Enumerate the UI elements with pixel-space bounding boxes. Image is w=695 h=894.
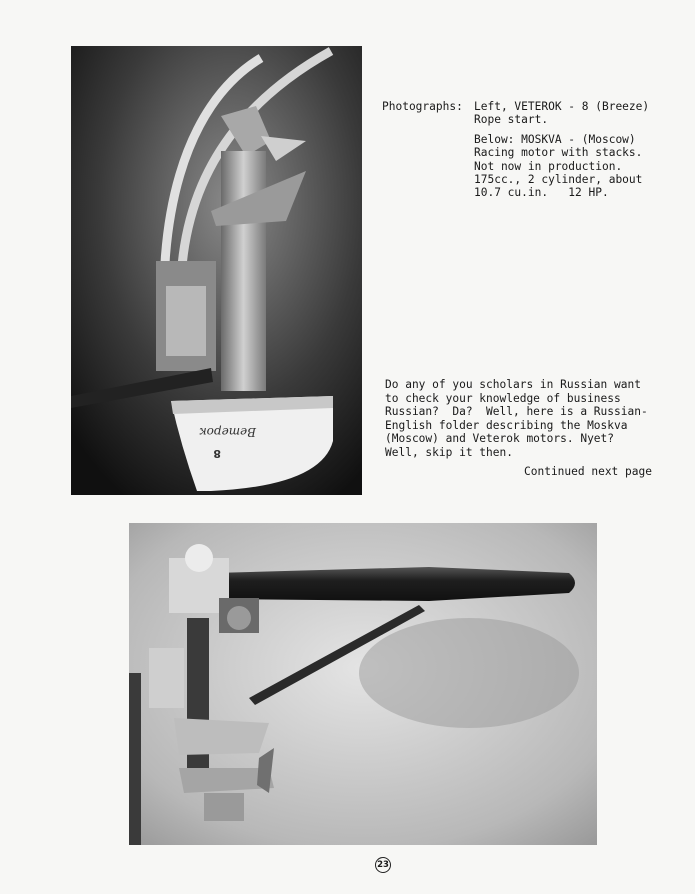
caption-line: Not now in production. [474, 159, 623, 173]
veterok-photo [71, 46, 362, 495]
paragraph-line: Do any of you scholars in Russian want [385, 378, 641, 391]
paragraph-line: to check your knowledge of business [385, 391, 621, 405]
caption-line: 10.7 cu.in. 12 HP. [474, 186, 609, 200]
paragraph-line: Well, skip it then. [385, 445, 513, 459]
caption-block [474, 133, 682, 200]
paragraph-line: Russian? Da? Well, here is a Russian- [385, 405, 648, 419]
photo-caption [382, 100, 682, 200]
paragraph-line: (Moscow) and Veterok motors. Nyet? [385, 432, 615, 446]
caption-line: Rope start. [474, 113, 549, 127]
engine-lettering: Ветерок [199, 425, 256, 439]
page-number: 23 [375, 857, 391, 873]
caption-label: Photographs: [382, 100, 463, 113]
caption-line: Racing motor with stacks. [474, 146, 643, 160]
caption-line: 175cc., 2 cylinder, about [474, 173, 643, 187]
paragraph-line: English folder describing the Moskva [385, 418, 628, 432]
caption-block [474, 100, 682, 127]
moskva-photo [129, 523, 597, 845]
body-paragraph [385, 378, 675, 460]
caption-line: Below: MOSKVA - (Moscow) [474, 132, 636, 146]
caption-line: Left, VETEROK - 8 (Breeze) [474, 100, 650, 113]
continued-note: Continued next page [524, 465, 652, 478]
model-mark: 8 [213, 447, 221, 460]
